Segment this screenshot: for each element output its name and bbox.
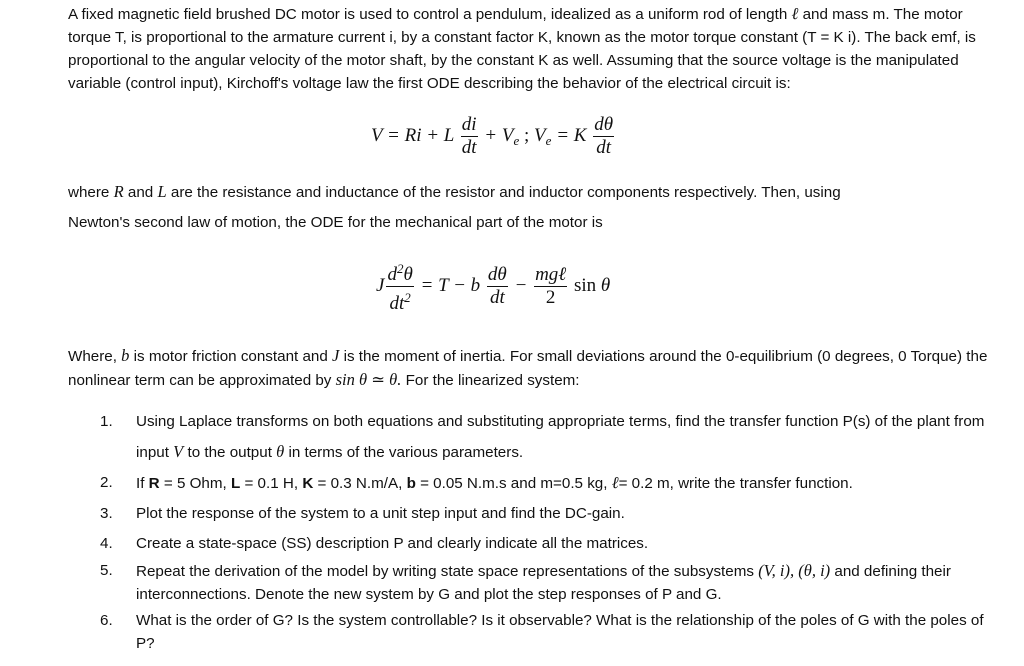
q2-R: R	[148, 475, 160, 492]
eq1-eq-k: = K	[551, 124, 587, 146]
question-number: 5.	[100, 562, 113, 579]
eq2-frac1-num	[386, 258, 413, 286]
after-text-c: is motor friction constant and	[129, 348, 333, 365]
eq2-frac2-den: dt	[487, 286, 508, 309]
q2-ell: ℓ	[611, 473, 619, 492]
question-2	[100, 468, 1000, 499]
eq2-theta-num: θ	[403, 264, 413, 285]
equation-electrical	[371, 114, 616, 159]
intro-text-2: and mass m. The motor torque T, is proportional to the armature current i, by a constant factor K, known as the motor torque constant (T = K i). The back emf, is proportional to the angular velocity of the motor shaft, by the constant K as well. Assuming that the source voltage is the manipulated variable (control input), Kirchoff's voltage law the first ODE describing the behavior of the electrical circuit is:	[68, 6, 976, 92]
q2-b: b	[406, 475, 416, 492]
symbol-b: b	[121, 346, 130, 365]
q1-text-b: to the output	[183, 444, 277, 461]
q2-L: L	[230, 475, 241, 492]
eq2-d: d	[387, 264, 397, 285]
eq2-fraction-dtheta	[487, 264, 508, 309]
eq2-sup-den: 2	[404, 290, 411, 305]
eq1-fraction-dtheta-dt	[593, 114, 614, 159]
eq1-ve: V	[534, 124, 546, 146]
question-number: 1.	[100, 413, 113, 430]
symbol-V: V	[173, 442, 184, 461]
question-number: 3.	[100, 505, 113, 522]
symbol-R: R	[113, 182, 124, 201]
eq1-frac1-den: dt	[461, 137, 477, 158]
question-number: 2.	[100, 474, 113, 491]
q2-text-d: = 0.3 N.m/A,	[313, 475, 407, 492]
between-text-c: are the resistance and inductance of the resistor and inductor components respectively. Then, using	[166, 184, 841, 201]
q3-text: Plot the response of the system to a unit step input and find the DC-gain.	[136, 505, 625, 522]
eq1-lhs: V = Ri + L	[371, 124, 455, 146]
eq2-theta: θ	[600, 274, 611, 296]
eq2-fraction-d2theta	[386, 258, 413, 315]
q5-subsystems: (V, i), (θ, i)	[758, 561, 831, 580]
question-6	[100, 609, 1000, 655]
between-text-b: and	[123, 184, 158, 201]
after-paragraph	[68, 344, 998, 392]
after-text-d: is the moment of inertia. For small deviations around the 0-equilibrium (0 degrees, 0 Torque) the nonlinear term can be approximated by	[68, 348, 988, 389]
eq2-dt: dt	[389, 293, 405, 314]
ell-symbol: ℓ	[791, 4, 799, 23]
symbol-theta: θ	[276, 442, 285, 461]
between-text-a: where	[68, 184, 114, 201]
after-text-e: For the linearized system:	[401, 372, 580, 389]
middle-paragraph	[68, 177, 998, 238]
eq2-frac3-num: mgℓ	[535, 264, 567, 285]
symbol-L: L	[157, 182, 167, 201]
q2-text-b: = 5 Ohm,	[159, 475, 231, 492]
eq1-fraction-di-dt	[461, 114, 478, 159]
symbol-J: J	[332, 346, 340, 365]
eq1-plus-ve: + V	[484, 124, 514, 146]
eq1-sub-e2: e	[545, 132, 552, 148]
eq2-fraction-mgl	[534, 264, 567, 309]
eq1-frac2-den: dt	[593, 136, 614, 159]
eq1-frac1-num: di	[461, 114, 477, 135]
q4-text: Create a state-space (SS) description P and clearly indicate all the matrices.	[136, 535, 649, 552]
question-number: 4.	[100, 535, 113, 552]
q2-text-f: = 0.2 m, write the transfer function.	[618, 475, 853, 492]
eq1-frac2-num: dθ	[594, 114, 614, 135]
eq2-frac2-num: dθ	[487, 264, 507, 285]
question-list	[100, 407, 1000, 655]
equation-mechanical	[376, 258, 610, 315]
q1-text-c: in terms of the various parameters.	[284, 444, 524, 461]
eq2-frac3-den: 2	[534, 286, 567, 309]
eq2-sin: sin	[573, 274, 597, 296]
q6-text: What is the order of G? Is the system controllable? Is it observable? What is the relationship of the poles of G with the poles of P?	[136, 612, 984, 652]
eq2-sup-num: 2	[396, 261, 404, 276]
eq2-frac1-den	[386, 286, 413, 315]
q5-text-a: Repeat the derivation of the model by writing state space representations of the subsystems	[136, 563, 759, 580]
q1-text-a: Using Laplace transforms on both equations and substituting appropriate terms, find the transfer function P(s) of the plant from input	[136, 413, 985, 461]
q2-K: K	[302, 475, 314, 492]
question-4	[100, 529, 1000, 559]
eq2-J: J	[376, 274, 385, 296]
eq2-minus: −	[514, 274, 528, 296]
eq1-separator: ;	[519, 124, 535, 146]
q2-text-c: = 0.1 H,	[240, 475, 303, 492]
question-3	[100, 499, 1000, 529]
q5-text-b: and defining their interconnections. Denote the new system by G and plot the step responses of P and G.	[136, 563, 951, 603]
question-1	[100, 407, 1000, 468]
approx-expression: sin θ ≃ θ.	[335, 370, 402, 389]
question-5	[100, 559, 1000, 606]
eq2-mid: = T − b	[420, 274, 481, 296]
after-text-a: Where,	[68, 348, 122, 365]
intro-text-1: A fixed magnetic field brushed DC motor is used to control a pendulum, idealized as a uniform rod of length	[68, 6, 788, 23]
between-line2: Newton's second law of motion, the ODE for the mechanical part of the motor is	[68, 214, 603, 231]
q2-text-e: = 0.05 N.m.s and m=0.5 kg,	[415, 475, 612, 492]
question-number: 6.	[100, 612, 113, 629]
eq1-sub-e: e	[513, 132, 520, 148]
q2-text-a: If	[136, 475, 149, 492]
intro-paragraph	[68, 2, 998, 95]
